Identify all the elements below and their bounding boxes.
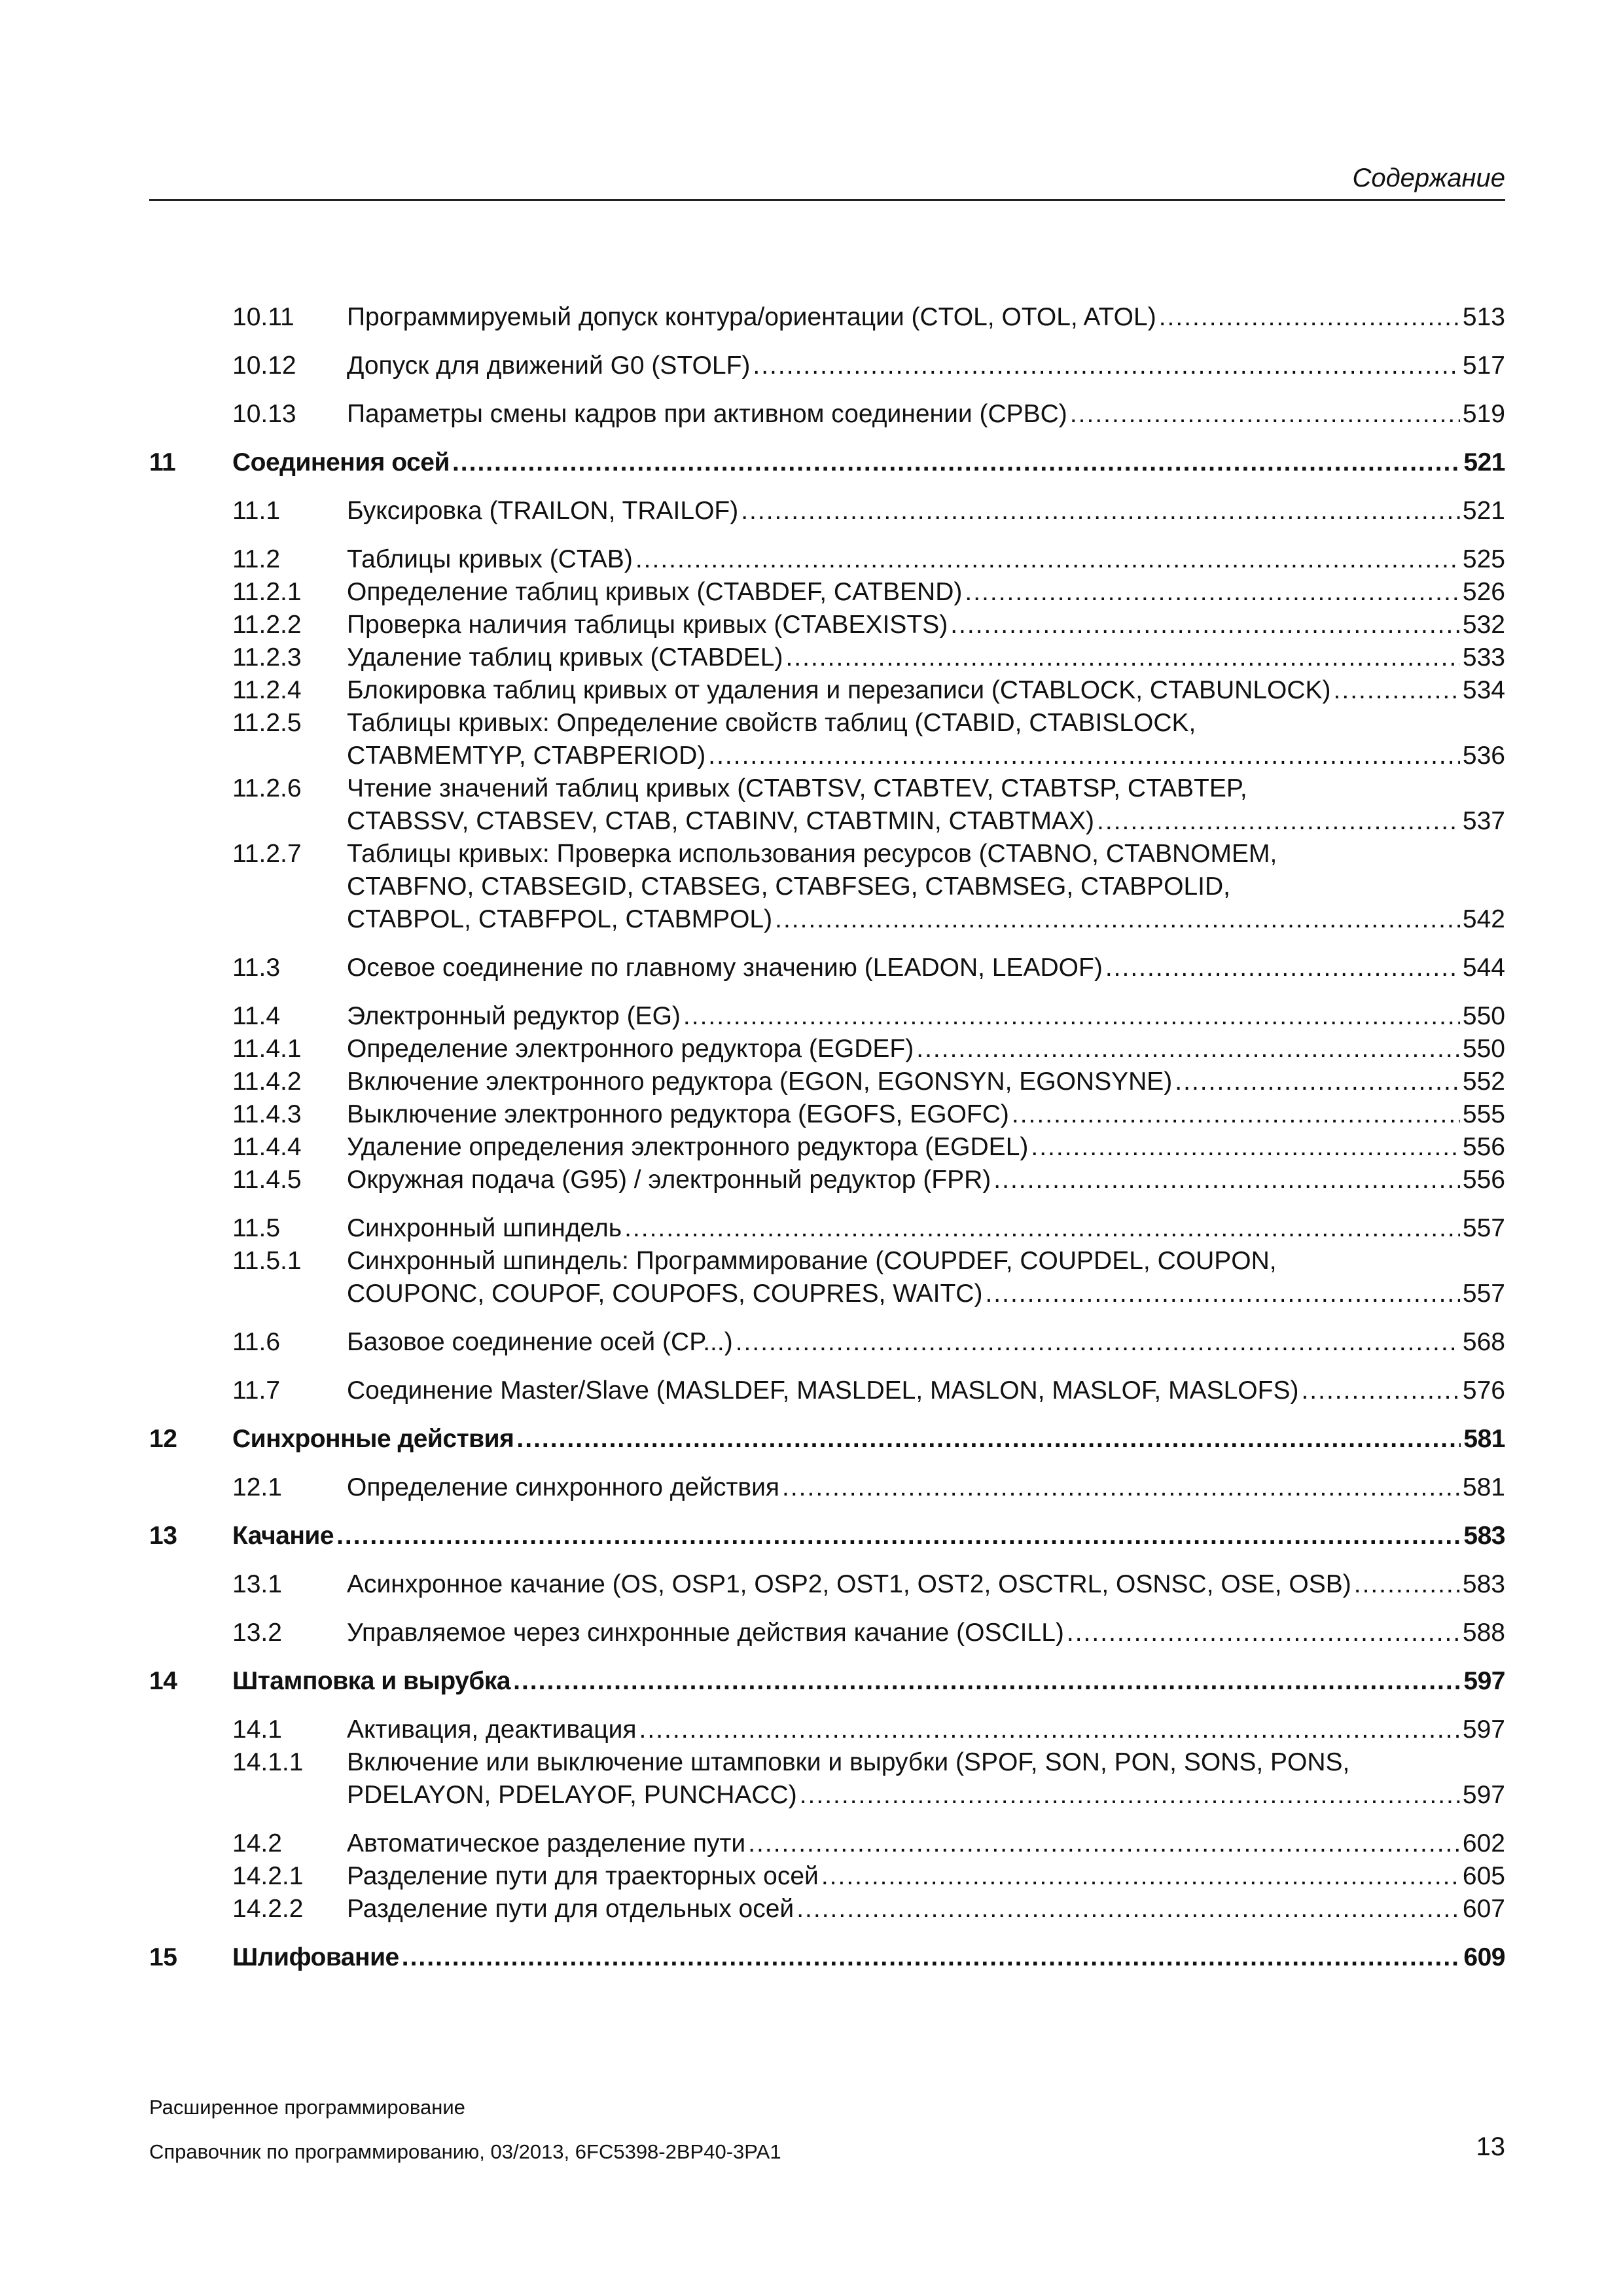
toc-page-number: 536 [1462,742,1505,770]
toc-entry-body [347,707,1505,772]
toc-page-number: 581 [1463,1425,1505,1453]
toc-entry-line [347,805,1505,838]
toc-section-entry[interactable] [149,772,1505,838]
page-header-title: Содержание [1352,164,1505,192]
toc-entry-number: 12 [149,1425,177,1453]
toc-section-entry[interactable] [149,1568,1505,1601]
toc-entry-title: Допуск для движений G0 (STOLF) [347,351,751,380]
toc-leader-dots [452,446,1461,479]
toc-section-entry[interactable] [149,1000,1505,1033]
toc-section-entry[interactable] [149,1164,1505,1196]
toc-page-number: 597 [1462,1715,1505,1744]
toc-entry-title: Удаление определения электронного редуктора (EGDEL) [347,1133,1029,1161]
toc-page-number: 533 [1462,643,1505,672]
toc-page-number: 519 [1462,400,1505,428]
toc-entry-line [347,1746,1505,1779]
toc-entry-number: 11 [149,448,176,476]
toc-leader-dots [639,1713,1460,1746]
toc-entry-body [347,1245,1505,1310]
toc-entry-title: Программируемый допуск контура/ориентации (CTOL, OTOL, ATOL) [347,303,1156,331]
toc-section-entry[interactable] [149,1212,1505,1245]
toc-entry-title: Удаление таблиц кривых (CTABDEL) [347,643,783,672]
toc-entry-number: 11.4.5 [232,1166,302,1194]
toc-section-entry[interactable] [149,1033,1505,1066]
toc-entry-number: 11.4.3 [232,1100,302,1128]
toc-entry-title: CTABMEMTYP, CTABPERIOD) [347,742,706,770]
toc-entry-line [232,1941,1505,1974]
toc-leader-dots [993,1164,1460,1196]
toc-leader-dots [796,1893,1460,1926]
toc-entry-line [347,543,1505,576]
toc-leader-dots [1031,1131,1460,1164]
toc-page-number: 534 [1462,676,1505,704]
toc-entry-body [347,1164,1505,1196]
toc-entry-title: Включение электронного редуктора (EGON, EGONSYN, EGONSYNE) [347,1067,1173,1096]
toc-entry-line [347,1779,1505,1812]
toc-leader-dots [1334,674,1460,707]
toc-entry-title: Управляемое через синхронные действия качание (OSCILL) [347,1619,1064,1647]
toc-entry-title: CTABFNO, CTABSEGID, CTABSEG, CTABFSEG, CTABMSEG, CTABPOLID, [347,872,1231,901]
toc-entry-body [232,1665,1505,1698]
toc-page-number: 555 [1462,1100,1505,1128]
toc-leader-dots [1097,805,1460,838]
toc-section-entry[interactable] [149,1746,1505,1812]
toc-entry-body [232,1520,1505,1552]
toc-page-number: 556 [1462,1133,1505,1161]
toc-chapter-entry[interactable] [149,1665,1505,1698]
toc-entry-title: Разделение пути для отдельных осей [347,1895,794,1923]
toc-leader-dots [736,1326,1460,1359]
toc-chapter-entry[interactable] [149,1423,1505,1456]
toc-leader-dots [336,1520,1461,1552]
toc-leader-dots [513,1665,1461,1698]
toc-entry-number: 11.3 [232,954,281,982]
toc-entry-line [347,1212,1505,1245]
toc-entry-line [347,1245,1505,1278]
table-of-contents [149,301,1505,1974]
toc-entry-line [232,1423,1505,1456]
toc-entry-line [347,674,1505,707]
toc-leader-dots [985,1278,1459,1310]
toc-page-number: 557 [1462,1280,1505,1308]
toc-leader-dots [753,350,1460,382]
toc-entry-number: 11.2.3 [232,643,302,672]
toc-entry-line [347,1471,1505,1504]
toc-entry-number: 14.2.2 [232,1895,304,1923]
toc-section-entry[interactable] [149,1326,1505,1359]
toc-entry-line [347,1374,1505,1407]
toc-entry-line [232,446,1505,479]
toc-page-number: 602 [1462,1829,1505,1857]
toc-entry-title: Определение таблиц кривых (CTABDEF, CATBEND) [347,578,963,606]
toc-entry-number: 14 [149,1667,177,1695]
toc-entry-body [347,838,1505,936]
toc-section-entry[interactable] [149,1245,1505,1310]
toc-leader-dots [1012,1098,1460,1131]
toc-entry-line [347,707,1505,740]
toc-leader-dots [624,1212,1460,1245]
toc-leader-dots [1354,1568,1460,1601]
toc-entry-title: Разделение пути для траекторных осей [347,1862,819,1890]
toc-entry-number: 14.2 [232,1829,282,1857]
toc-page-number: 521 [1463,448,1505,476]
toc-entry-line [347,740,1505,772]
toc-entry-line [347,495,1505,528]
toc-entry-number: 11.6 [232,1328,281,1356]
toc-entry-line [347,1098,1505,1131]
toc-entry-body [347,1860,1505,1893]
toc-entry-title: CTABPOL, CTABFPOL, CTABMPOL) [347,905,773,933]
toc-leader-dots [1175,1066,1460,1098]
toc-entry-line [347,1860,1505,1893]
toc-page-number: 556 [1462,1166,1505,1194]
toc-entry-body [347,1374,1505,1407]
toc-entry-number: 10.12 [232,351,296,380]
toc-page-number: 609 [1463,1943,1505,1971]
toc-entry-number: 11.2.4 [232,676,302,704]
toc-entry-title: Проверка наличия таблицы кривых (CTABEXISTS) [347,611,948,639]
toc-leader-dots [516,1423,1461,1456]
toc-entry-body [347,609,1505,641]
toc-leader-dots [800,1779,1460,1812]
toc-entry-title: CTABSSV, CTABSEV, CTAB, CTABINV, CTABTMIN, CTABTMAX) [347,807,1095,835]
toc-leader-dots [950,609,1460,641]
toc-entry-line [347,350,1505,382]
toc-entry-line [347,903,1505,936]
toc-leader-dots [821,1860,1460,1893]
toc-entry-title: Таблицы кривых (CTAB) [347,545,633,573]
toc-section-entry[interactable] [149,609,1505,641]
toc-entry-number: 10.11 [232,303,294,331]
toc-entry-body [347,1746,1505,1812]
toc-entry-number: 11.4 [232,1002,281,1030]
toc-leader-dots [708,740,1460,772]
toc-entry-body [347,952,1505,984]
toc-leader-dots [1301,1374,1459,1407]
toc-leader-dots [635,543,1460,576]
toc-section-entry[interactable] [149,641,1505,674]
toc-entry-body [347,398,1505,431]
toc-page-number: 568 [1462,1328,1505,1356]
toc-leader-dots [965,576,1460,609]
toc-page-number: 557 [1462,1214,1505,1242]
toc-entry-title: Таблицы кривых: Проверка использования ресурсов (CTABNO, CTABNOMEM, [347,840,1277,868]
toc-entry-line [347,838,1505,870]
toc-entry-title: Параметры смены кадров при активном соединении (CPBC) [347,400,1067,428]
toc-entry-number: 11.2 [232,545,281,573]
toc-entry-body [347,1326,1505,1359]
toc-page-number: 588 [1462,1619,1505,1647]
toc-page-number: 552 [1462,1067,1505,1096]
toc-section-entry[interactable] [149,1893,1505,1926]
toc-page-number: 581 [1462,1473,1505,1501]
toc-entry-body [232,446,1505,479]
toc-page-number: 597 [1463,1667,1505,1695]
toc-entry-number: 14.1.1 [232,1748,304,1776]
toc-entry-line [347,772,1505,805]
toc-entry-title: Штамповка и вырубка [232,1667,511,1695]
toc-entry-body [347,772,1505,838]
toc-page-number: 597 [1462,1781,1505,1809]
toc-entry-number: 13.1 [232,1570,282,1598]
toc-entry-title: Осевое соединение по главному значению (LEADON, LEADOF) [347,954,1103,982]
toc-entry-body [347,1568,1505,1601]
toc-chapter-entry[interactable] [149,446,1505,479]
toc-section-entry[interactable] [149,1374,1505,1407]
toc-leader-dots [1159,301,1460,334]
toc-entry-body [232,1941,1505,1974]
toc-section-entry[interactable] [149,495,1505,528]
toc-section-entry[interactable] [149,1713,1505,1746]
toc-entry-title: Электронный редуктор (EG) [347,1002,681,1030]
toc-entry-number: 14.2.1 [232,1862,304,1890]
toc-section-entry[interactable] [149,1827,1505,1860]
toc-entry-body [347,543,1505,576]
toc-entry-title: Синхронный шпиндель [347,1214,622,1242]
toc-leader-dots [748,1827,1460,1860]
toc-entry-body [347,1066,1505,1098]
toc-entry-body [347,301,1505,334]
toc-entry-title: Синхронный шпиндель: Программирование (COUPDEF, COUPDEL, COUPON, [347,1247,1277,1275]
toc-entry-line [347,576,1505,609]
toc-entry-body [347,641,1505,674]
toc-page-number: 583 [1463,1522,1505,1550]
toc-page-number: 576 [1462,1376,1505,1405]
toc-entry-line [347,1131,1505,1164]
toc-entry-line [347,1278,1505,1310]
toc-entry-line [347,1164,1505,1196]
toc-entry-line [347,1326,1505,1359]
toc-section-entry[interactable] [149,1098,1505,1131]
toc-entry-number: 10.13 [232,400,296,428]
toc-entry-number: 13 [149,1522,177,1550]
toc-page-number: 544 [1462,954,1505,982]
toc-entry-number: 11.5 [232,1214,281,1242]
toc-entry-title: Определение электронного редуктора (EGDEF) [347,1035,914,1063]
toc-page-number: 550 [1462,1035,1505,1063]
toc-entry-number: 11.4.1 [232,1035,302,1063]
toc-entry-line [347,1713,1505,1746]
toc-entry-title: Асинхронное качание (OS, OSP1, OSP2, OST1, OST2, OSCTRL, OSNSC, OSE, OSB) [347,1570,1351,1598]
toc-page-number: 517 [1462,351,1505,380]
toc-entry-body [347,1212,1505,1245]
toc-leader-dots [782,1471,1460,1504]
toc-entry-title: PDELAYON, PDELAYOF, PUNCHACC) [347,1781,797,1809]
toc-section-entry[interactable] [149,576,1505,609]
toc-entry-number: 12.1 [232,1473,282,1501]
toc-entry-line [347,1568,1505,1601]
toc-entry-line [347,1000,1505,1033]
toc-entry-body [347,1827,1505,1860]
header-divider [149,199,1505,201]
toc-section-entry[interactable] [149,398,1505,431]
toc-entry-line [347,870,1505,903]
toc-entry-body [347,350,1505,382]
toc-entry-title: Синхронные действия [232,1425,514,1453]
toc-entry-title: Буксировка (TRAILON, TRAILOF) [347,497,739,525]
toc-entry-line [347,1617,1505,1649]
toc-leader-dots [1070,398,1460,431]
toc-page-number: 526 [1462,578,1505,606]
toc-entry-number: 11.2.1 [232,578,302,606]
footer-document-reference: Справочник по программированию, 03/2013, 6FC5398-2BP40-3PA1 [149,2140,781,2163]
toc-entry-title: Соединение Master/Slave (MASLDEF, MASLDEL, MASLON, MASLOF, MASLOFS) [347,1376,1299,1405]
toc-section-entry[interactable] [149,674,1505,707]
toc-entry-line [232,1665,1505,1698]
toc-entry-title: Соединения осей [232,448,450,476]
toc-entry-number: 11.2.5 [232,709,302,737]
toc-section-entry[interactable] [149,1066,1505,1098]
toc-page-number: 542 [1462,905,1505,933]
toc-section-entry[interactable] [149,1471,1505,1504]
toc-entry-line [232,1520,1505,1552]
toc-entry-title: Выключение электронного редуктора (EGOFS, EGOFC) [347,1100,1009,1128]
toc-entry-number: 13.2 [232,1619,282,1647]
toc-entry-body [347,1131,1505,1164]
toc-entry-number: 11.1 [232,497,281,525]
toc-entry-number: 11.4.4 [232,1133,302,1161]
toc-page-number: 607 [1462,1895,1505,1923]
toc-entry-line [347,1827,1505,1860]
toc-entry-body [347,1471,1505,1504]
toc-leader-dots [785,641,1459,674]
toc-page-number: 583 [1462,1570,1505,1598]
toc-entry-title: Блокировка таблиц кривых от удаления и перезаписи (CTABLOCK, CTABUNLOCK) [347,676,1331,704]
toc-entry-title: Таблицы кривых: Определение свойств таблиц (CTABID, CTABISLOCK, [347,709,1196,737]
toc-leader-dots [1105,952,1460,984]
toc-entry-title: COUPONC, COUPOF, COUPOFS, COUPRES, WAITC) [347,1280,983,1308]
toc-entry-title: Определение синхронного действия [347,1473,780,1501]
toc-entry-line [347,301,1505,334]
toc-page-number: 513 [1462,303,1505,331]
toc-entry-title: Шлифование [232,1943,399,1971]
toc-page-number: 532 [1462,611,1505,639]
toc-section-entry[interactable] [149,543,1505,576]
toc-page-number: 605 [1462,1862,1505,1890]
toc-entry-title: Автоматическое разделение пути [347,1829,746,1857]
toc-leader-dots [683,1000,1460,1033]
toc-leader-dots [775,903,1460,936]
toc-entry-body [347,1098,1505,1131]
toc-entry-line [347,398,1505,431]
toc-entry-line [347,1893,1505,1926]
toc-leader-dots [402,1941,1461,1974]
toc-entry-title: Базовое соединение осей (CP...) [347,1328,733,1356]
toc-entry-line [347,1033,1505,1066]
toc-section-entry[interactable] [149,1131,1505,1164]
toc-entry-title: Чтение значений таблиц кривых (CTABTSV, CTABTEV, CTABTSP, CTABTEP, [347,774,1247,802]
toc-section-entry[interactable] [149,301,1505,334]
toc-entry-number: 14.1 [232,1715,282,1744]
toc-page-number: 550 [1462,1002,1505,1030]
toc-leader-dots [916,1033,1460,1066]
toc-entry-line [347,1066,1505,1098]
toc-page-number: 537 [1462,807,1505,835]
toc-leader-dots [741,495,1460,528]
toc-entry-number: 11.5.1 [232,1247,302,1275]
toc-entry-number: 11.7 [232,1376,281,1405]
toc-entry-line [347,609,1505,641]
toc-entry-number: 11.4.2 [232,1067,302,1096]
toc-entry-line [347,641,1505,674]
toc-section-entry[interactable] [149,1617,1505,1649]
toc-entry-body [347,1000,1505,1033]
toc-entry-body [347,576,1505,609]
toc-chapter-entry[interactable] [149,1520,1505,1552]
toc-entry-body [347,495,1505,528]
toc-entry-title: Включение или выключение штамповки и вырубки (SPOF, SON, PON, SONS, PONS, [347,1748,1350,1776]
toc-page-number: 521 [1462,497,1505,525]
toc-section-entry[interactable] [149,838,1505,936]
footer-page-number: 13 [1476,2132,1505,2161]
toc-page-number: 525 [1462,545,1505,573]
toc-entry-body [232,1423,1505,1456]
footer-document-title: Расширенное программирование [149,2096,465,2119]
toc-entry-number: 11.2.2 [232,611,302,639]
toc-entry-body [347,1893,1505,1926]
toc-entry-title: Качание [232,1522,334,1550]
toc-entry-line [347,952,1505,984]
toc-chapter-entry[interactable] [149,1941,1505,1974]
toc-entry-body [347,1033,1505,1066]
toc-entry-title: Активация, деактивация [347,1715,637,1744]
toc-entry-body [347,674,1505,707]
toc-entry-number: 15 [149,1943,177,1971]
toc-section-entry[interactable] [149,952,1505,984]
toc-entry-body [347,1713,1505,1746]
toc-entry-number: 11.2.6 [232,774,302,802]
toc-section-entry[interactable] [149,350,1505,382]
toc-section-entry[interactable] [149,1860,1505,1893]
toc-section-entry[interactable] [149,707,1505,772]
toc-entry-body [347,1617,1505,1649]
toc-entry-number: 11.2.7 [232,840,302,868]
toc-entry-title: Окружная подача (G95) / электронный редуктор (FPR) [347,1166,991,1194]
toc-leader-dots [1067,1617,1460,1649]
